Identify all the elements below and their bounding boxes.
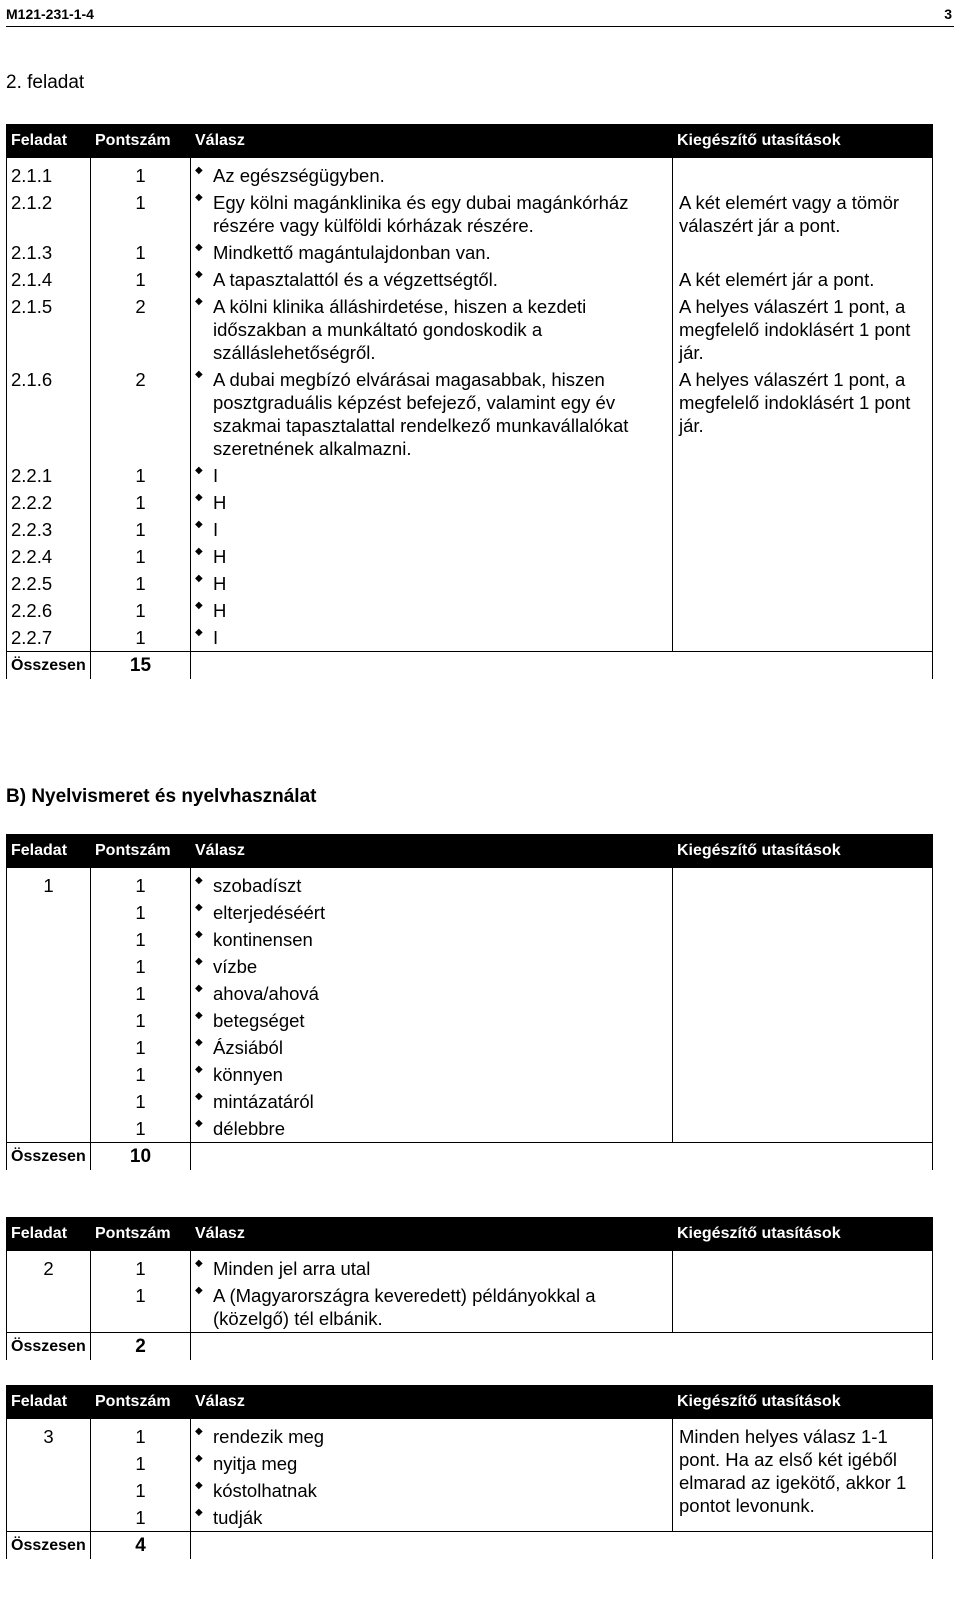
bullet-icon: ◆ — [195, 369, 203, 380]
answer-table-3 — [6, 1385, 933, 1559]
answer-text: elterjedéséért — [213, 902, 326, 923]
total-label: Összesen — [7, 1532, 91, 1560]
col-header-valasz: Válasz — [191, 1386, 673, 1419]
answer-table-1 — [6, 834, 933, 1170]
total-empty-cell — [191, 652, 933, 680]
points: 1 — [91, 1088, 191, 1115]
points: 1 — [91, 597, 191, 624]
instruction-note — [673, 624, 933, 652]
instruction-note: A helyes válaszért 1 pont, a megfelelő indoklásért 1 pont jár. — [673, 293, 933, 366]
answer-cell — [191, 489, 673, 516]
points: 1 — [91, 1034, 191, 1061]
task-id: 2.1.4 — [7, 266, 91, 293]
table-row — [7, 868, 933, 900]
bullet-icon: ◆ — [195, 1118, 203, 1129]
bullet-icon: ◆ — [195, 1258, 203, 1269]
answer-cell — [191, 624, 673, 652]
total-value: 15 — [91, 652, 191, 680]
answer-cell — [191, 293, 673, 366]
points: 1 — [91, 570, 191, 597]
answer-cell — [191, 1034, 673, 1061]
answer-text: A tapasztalattól és a végzettségtől. — [213, 269, 498, 290]
table-row — [7, 543, 933, 570]
instruction-note: A helyes válaszért 1 pont, a megfelelő indoklásért 1 pont jár. — [673, 366, 933, 462]
instruction-note — [673, 868, 933, 1143]
col-header-kiegeszito: Kiegészítő utasítások — [673, 1218, 933, 1251]
answer-text: A dubai megbízó elvárásai magasabbak, hiszen posztgraduális képzést befejező, valamint egy év szakmai tapasztalattal rendelkező munkavállalókat szeretnének alkalmazni. — [213, 369, 629, 459]
col-header-feladat: Feladat — [7, 1218, 91, 1251]
answer-text: H — [213, 492, 227, 513]
instruction-note — [673, 239, 933, 266]
instruction-note — [673, 570, 933, 597]
table-row — [7, 158, 933, 190]
answer-cell — [191, 516, 673, 543]
answer-cell — [191, 868, 673, 900]
answer-table-2 — [6, 1217, 933, 1360]
table-row — [7, 189, 933, 239]
points: 1 — [91, 1282, 191, 1333]
instruction-note: Minden helyes válasz 1-1 pont. Ha az első két igéből elmarad az igekötő, akkor 1 pontot levonunk. — [673, 1419, 933, 1532]
points: 1 — [91, 489, 191, 516]
task-id: 2.2.4 — [7, 543, 91, 570]
answer-text: szobadíszt — [213, 875, 302, 896]
answer-cell — [191, 980, 673, 1007]
points: 1 — [91, 1061, 191, 1088]
total-value: 2 — [91, 1333, 191, 1361]
answer-cell — [191, 1115, 673, 1143]
answer-cell — [191, 570, 673, 597]
answer-text: rendezik meg — [213, 1426, 325, 1447]
points: 1 — [91, 239, 191, 266]
points: 1 — [91, 1477, 191, 1504]
col-header-pontszam: Pontszám — [91, 835, 191, 868]
answer-cell — [191, 1504, 673, 1532]
bullet-icon: ◆ — [195, 1285, 203, 1296]
col-header-pontszam: Pontszám — [91, 125, 191, 158]
bullet-icon: ◆ — [195, 627, 203, 638]
instruction-note — [673, 597, 933, 624]
points: 1 — [91, 266, 191, 293]
bullet-icon: ◆ — [195, 983, 203, 994]
points: 1 — [91, 624, 191, 652]
points: 1 — [91, 1450, 191, 1477]
answer-cell — [191, 266, 673, 293]
col-header-kiegeszito: Kiegészítő utasítások — [673, 835, 933, 868]
task-id: 2.2.7 — [7, 624, 91, 652]
col-header-kiegeszito: Kiegészítő utasítások — [673, 1386, 933, 1419]
total-empty-cell — [191, 1333, 933, 1361]
task-id: 2.1.5 — [7, 293, 91, 366]
instruction-note — [673, 516, 933, 543]
answer-text: mintázatáról — [213, 1091, 314, 1112]
task-id: 1 — [7, 868, 91, 1143]
points: 1 — [91, 899, 191, 926]
section-title-nyelvismeret: B) Nyelvismeret és nyelvhasználat — [6, 786, 317, 807]
total-row — [7, 1532, 933, 1560]
answer-cell — [191, 899, 673, 926]
answer-text: délebbre — [213, 1118, 286, 1139]
points: 1 — [91, 868, 191, 900]
table-row — [7, 597, 933, 624]
col-header-valasz: Válasz — [191, 835, 673, 868]
answer-text: A (Magyarországra keveredett) példányokkal a (közelgő) tél elbánik. — [213, 1285, 596, 1329]
col-header-kiegeszito: Kiegészítő utasítások — [673, 125, 933, 158]
bullet-icon: ◆ — [195, 956, 203, 967]
answer-cell — [191, 462, 673, 489]
instruction-note: A két elemért vagy a tömör válaszért jár a pont. — [673, 189, 933, 239]
answer-text: könnyen — [213, 1064, 283, 1085]
instruction-note — [673, 489, 933, 516]
bullet-icon: ◆ — [195, 929, 203, 940]
answer-text: A kölni klinika álláshirdetése, hiszen a kezdeti időszakban a munkáltató gondoskodik a szálláslehetőségről. — [213, 296, 587, 363]
points: 1 — [91, 158, 191, 190]
answer-text: Mindkettő magántulajdonban van. — [213, 242, 491, 263]
col-header-feladat: Feladat — [7, 125, 91, 158]
bullet-icon: ◆ — [195, 546, 203, 557]
bullet-icon: ◆ — [195, 1453, 203, 1464]
col-header-feladat: Feladat — [7, 1386, 91, 1419]
table-row — [7, 293, 933, 366]
answer-text: I — [213, 627, 219, 648]
instruction-note: A két elemért jár a pont. — [673, 266, 933, 293]
bullet-icon: ◆ — [195, 519, 203, 530]
total-value: 10 — [91, 1143, 191, 1171]
task-id: 2.1.1 — [7, 158, 91, 190]
total-label: Összesen — [7, 1333, 91, 1361]
bullet-icon: ◆ — [195, 1480, 203, 1491]
task-id: 3 — [7, 1419, 91, 1532]
answer-cell — [191, 1088, 673, 1115]
bullet-icon: ◆ — [195, 1064, 203, 1075]
answer-text: betegséget — [213, 1010, 305, 1031]
answer-cell — [191, 1251, 673, 1283]
col-header-pontszam: Pontszám — [91, 1218, 191, 1251]
answer-cell — [191, 1419, 673, 1451]
bullet-icon: ◆ — [195, 492, 203, 503]
task-id: 2.1.2 — [7, 189, 91, 239]
answer-cell — [191, 366, 673, 462]
total-label: Összesen — [7, 1143, 91, 1171]
total-empty-cell — [191, 1143, 933, 1171]
answer-text: Az egészségügyben. — [213, 165, 385, 186]
total-row — [7, 1333, 933, 1361]
points: 1 — [91, 953, 191, 980]
table-row — [7, 570, 933, 597]
instruction-note — [673, 543, 933, 570]
task-id: 2.2.3 — [7, 516, 91, 543]
points: 2 — [91, 366, 191, 462]
points: 2 — [91, 293, 191, 366]
bullet-icon: ◆ — [195, 165, 203, 176]
answer-text: I — [213, 519, 219, 540]
points: 1 — [91, 189, 191, 239]
bullet-icon: ◆ — [195, 875, 203, 886]
table-row — [7, 239, 933, 266]
task-id: 2.2.5 — [7, 570, 91, 597]
answer-text: Egy kölni magánklinika és egy dubai magánkórház részére vagy külföldi kórházak részére. — [213, 192, 629, 236]
answer-text: kóstolhatnak — [213, 1480, 317, 1501]
answer-cell — [191, 1477, 673, 1504]
task-id: 2.1.3 — [7, 239, 91, 266]
task-id: 2.2.6 — [7, 597, 91, 624]
points: 1 — [91, 1504, 191, 1532]
bullet-icon: ◆ — [195, 573, 203, 584]
table-row — [7, 366, 933, 462]
table-row — [7, 489, 933, 516]
bullet-icon: ◆ — [195, 1010, 203, 1021]
answer-text: vízbe — [213, 956, 258, 977]
answer-text: Ázsiából — [213, 1037, 283, 1058]
page-header — [6, 4, 954, 27]
points: 1 — [91, 462, 191, 489]
points: 1 — [91, 980, 191, 1007]
document-code: M121-231-1-4 — [6, 6, 94, 22]
col-header-feladat: Feladat — [7, 835, 91, 868]
answer-cell — [191, 597, 673, 624]
total-label: Összesen — [7, 652, 91, 680]
answer-cell — [191, 926, 673, 953]
points: 1 — [91, 516, 191, 543]
points: 1 — [91, 926, 191, 953]
bullet-icon: ◆ — [195, 192, 203, 203]
bullet-icon: ◆ — [195, 1091, 203, 1102]
points: 1 — [91, 1251, 191, 1283]
answer-cell — [191, 1450, 673, 1477]
answer-cell — [191, 1061, 673, 1088]
answer-text: H — [213, 573, 227, 594]
task-id: 2.1.6 — [7, 366, 91, 462]
instruction-note — [673, 158, 933, 190]
answer-text: H — [213, 600, 227, 621]
bullet-icon: ◆ — [195, 1507, 203, 1518]
bullet-icon: ◆ — [195, 1037, 203, 1048]
answer-cell — [191, 1007, 673, 1034]
total-row — [7, 1143, 933, 1171]
answer-cell — [191, 953, 673, 980]
bullet-icon: ◆ — [195, 269, 203, 280]
col-header-valasz: Válasz — [191, 1218, 673, 1251]
task-id: 2.2.1 — [7, 462, 91, 489]
answer-cell — [191, 239, 673, 266]
answer-cell — [191, 158, 673, 190]
instruction-note — [673, 1251, 933, 1333]
answer-text: I — [213, 465, 219, 486]
points: 1 — [91, 543, 191, 570]
section-title-2-feladat: 2. feladat — [6, 72, 85, 93]
answer-text: nyitja meg — [213, 1453, 298, 1474]
table-row — [7, 1251, 933, 1283]
bullet-icon: ◆ — [195, 296, 203, 307]
answer-cell — [191, 189, 673, 239]
answer-table-2-feladat — [6, 124, 933, 679]
bullet-icon: ◆ — [195, 902, 203, 913]
answer-text: H — [213, 546, 227, 567]
table-row — [7, 516, 933, 543]
total-row — [7, 652, 933, 680]
answer-text: tudják — [213, 1507, 263, 1528]
col-header-valasz: Válasz — [191, 125, 673, 158]
table-row — [7, 1419, 933, 1451]
answer-text: Minden jel arra utal — [213, 1258, 371, 1279]
total-empty-cell — [191, 1532, 933, 1560]
answer-text: kontinensen — [213, 929, 313, 950]
col-header-pontszam: Pontszám — [91, 1386, 191, 1419]
answer-cell — [191, 543, 673, 570]
table-row — [7, 462, 933, 489]
bullet-icon: ◆ — [195, 1426, 203, 1437]
bullet-icon: ◆ — [195, 600, 203, 611]
points: 1 — [91, 1115, 191, 1143]
bullet-icon: ◆ — [195, 242, 203, 253]
table-row — [7, 266, 933, 293]
page-number: 3 — [944, 6, 952, 22]
task-id: 2.2.2 — [7, 489, 91, 516]
answer-text: ahova/ahová — [213, 983, 319, 1004]
task-id: 2 — [7, 1251, 91, 1333]
points: 1 — [91, 1419, 191, 1451]
bullet-icon: ◆ — [195, 465, 203, 476]
table-row — [7, 624, 933, 652]
points: 1 — [91, 1007, 191, 1034]
total-value: 4 — [91, 1532, 191, 1560]
answer-cell — [191, 1282, 673, 1333]
instruction-note — [673, 462, 933, 489]
